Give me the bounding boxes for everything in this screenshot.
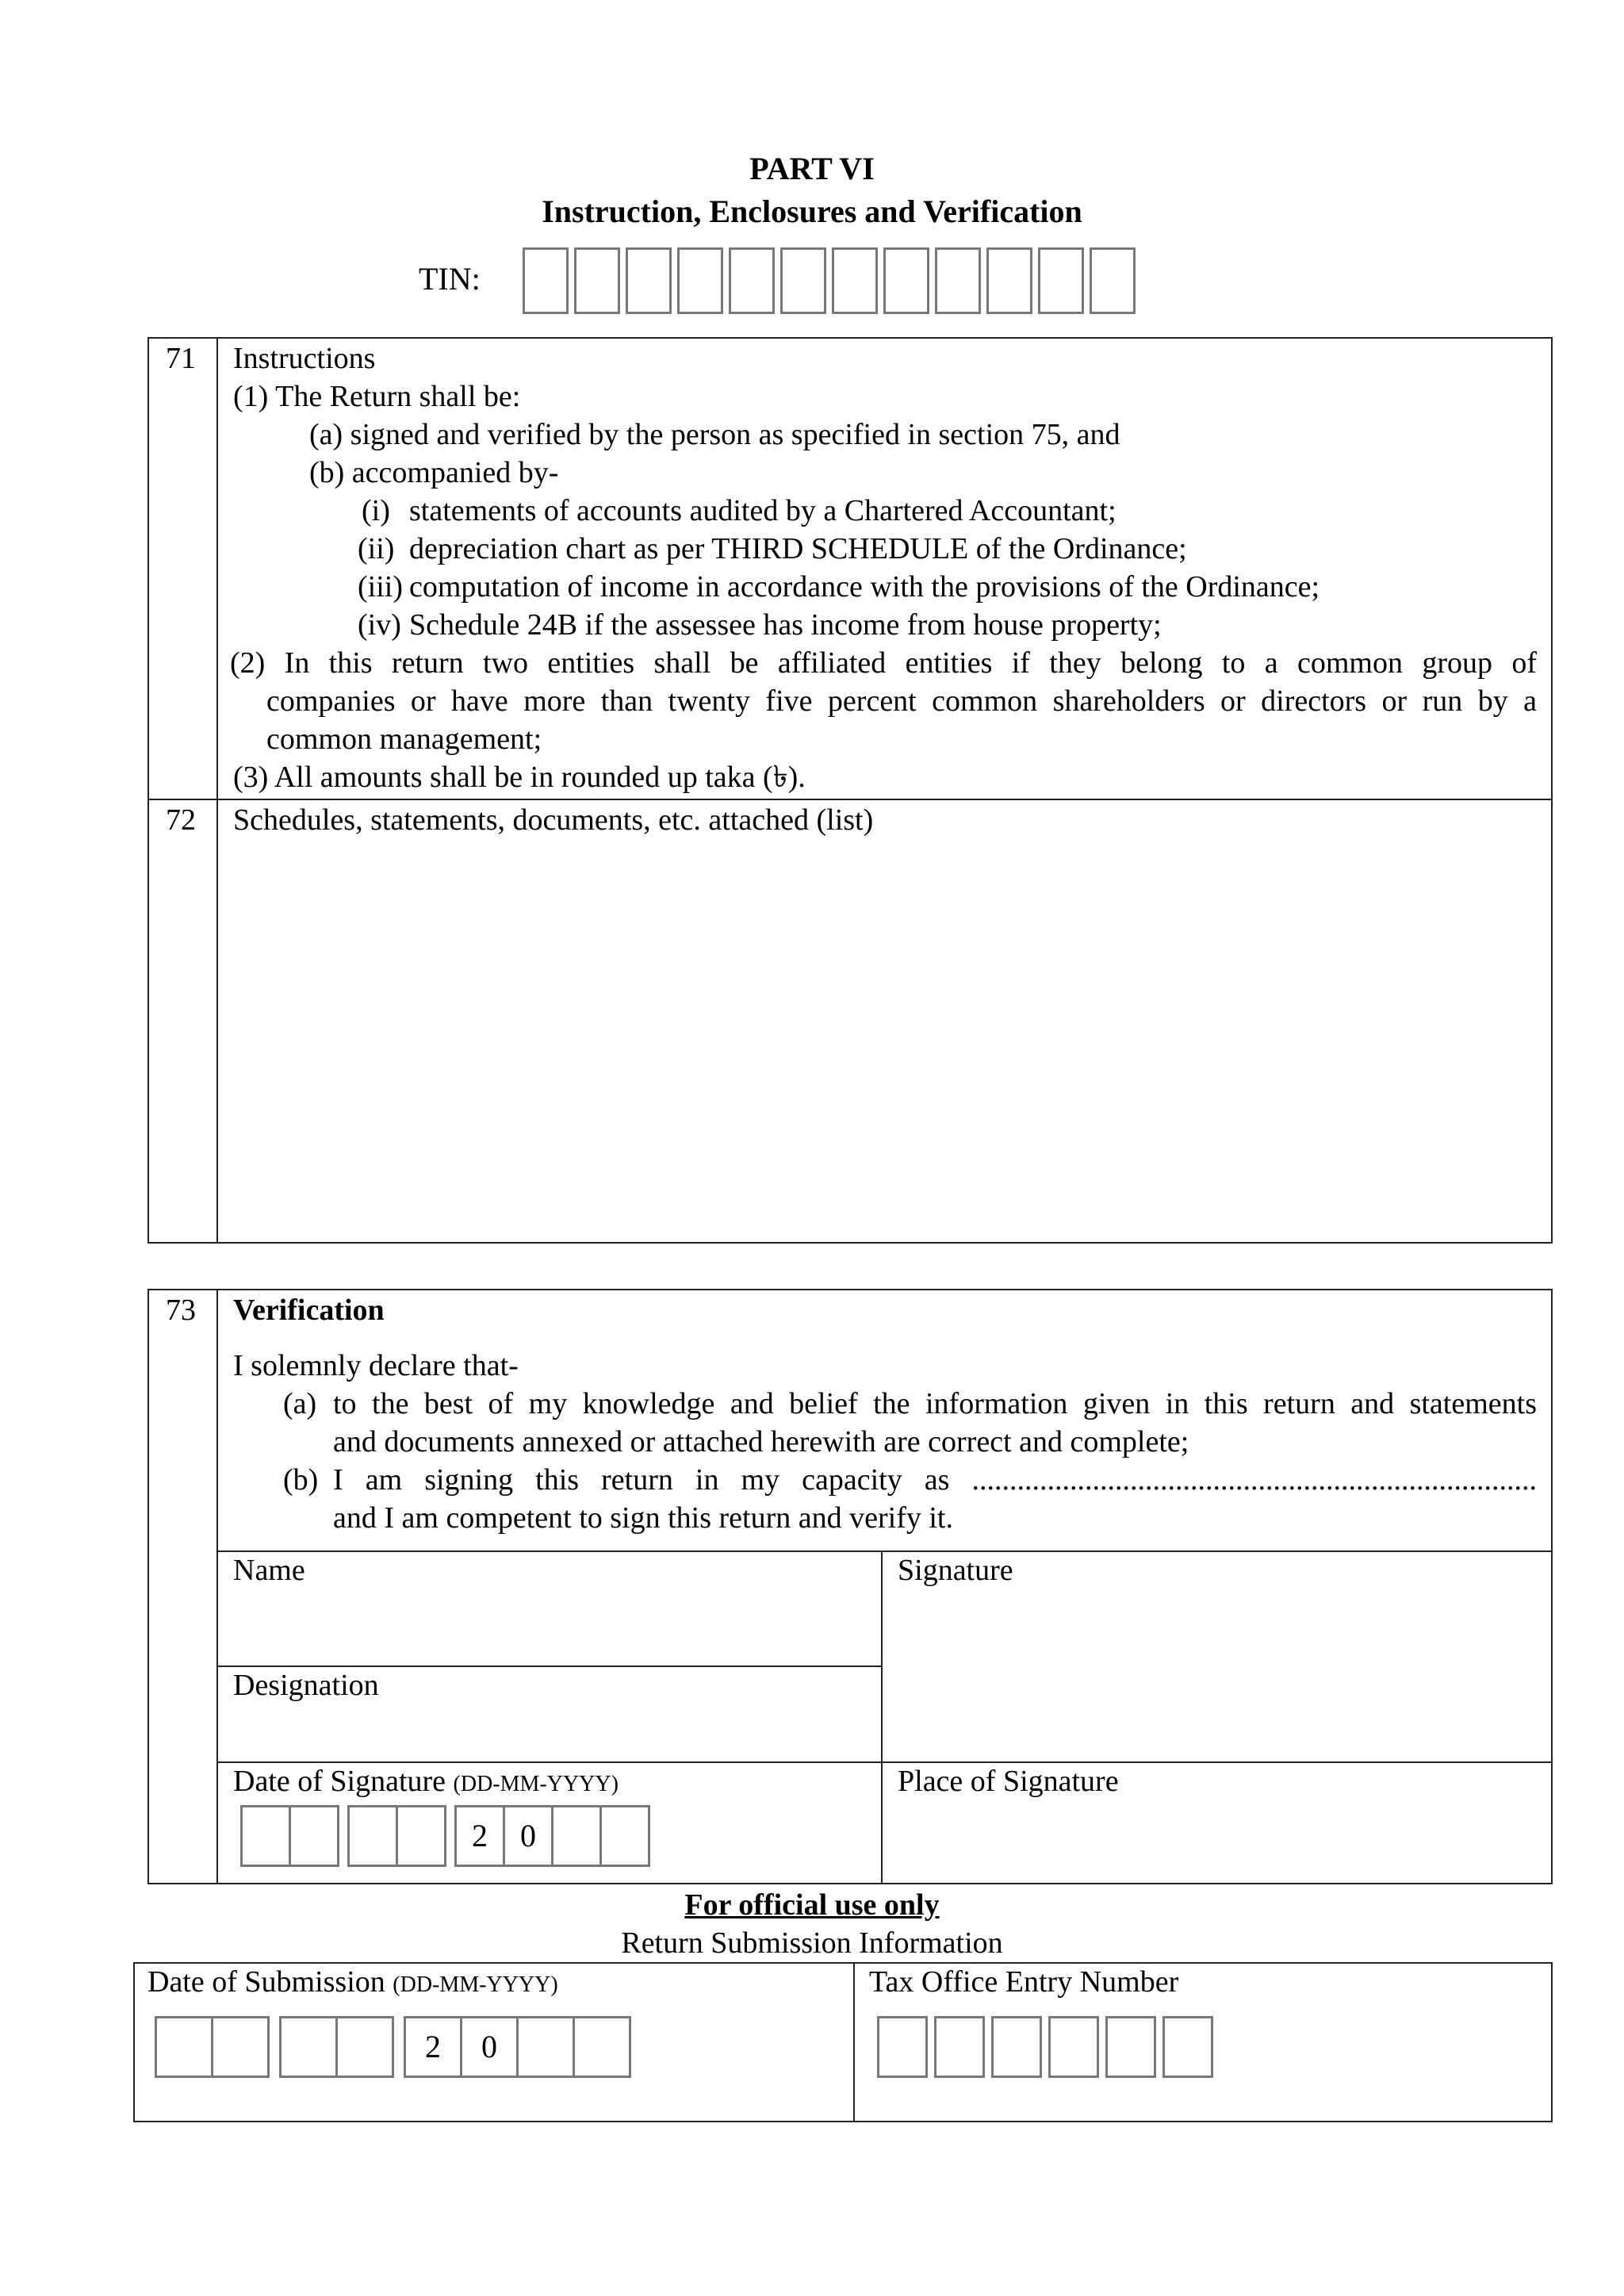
entry-digit-box[interactable] bbox=[934, 2016, 985, 2078]
instruction-1a: (a) signed and verified by the person as specified in section 75, and bbox=[309, 418, 1120, 451]
instruction-1: (1) The Return shall be: bbox=[233, 380, 521, 413]
declaration-intro: I solemnly declare that- bbox=[233, 1349, 519, 1382]
declaration-a: to the best of my knowledge and belief the information given in this return and statements bbox=[333, 1387, 1537, 1420]
tin-digit-box[interactable] bbox=[729, 247, 775, 314]
instruction-2: (2) In this return two entities shall be affiliated entities if they belong to a common group of bbox=[230, 646, 1537, 680]
name-field[interactable] bbox=[219, 1589, 877, 1662]
submission-digit-box[interactable] bbox=[279, 2016, 338, 2078]
date-digit-box[interactable] bbox=[240, 1805, 291, 1867]
date-of-signature-text: Date of Signature bbox=[233, 1765, 446, 1798]
item-number-71: 71 bbox=[166, 342, 196, 375]
entry-digit-box[interactable] bbox=[1048, 2016, 1099, 2078]
declaration-b-number: (b) bbox=[283, 1463, 319, 1497]
date-digit-box[interactable] bbox=[396, 1805, 446, 1867]
tin-digit-box[interactable] bbox=[1038, 247, 1084, 314]
instruction-1b-ii-number: (ii) bbox=[358, 532, 395, 565]
date-of-signature-boxes[interactable] bbox=[240, 1805, 650, 1867]
table-divider bbox=[881, 1550, 883, 1884]
instruction-1b: (b) accompanied by- bbox=[309, 456, 559, 489]
entry-digit-box[interactable] bbox=[1162, 2016, 1213, 2078]
attachments-list-area[interactable] bbox=[219, 841, 1551, 1241]
tin-digit-box[interactable] bbox=[677, 247, 723, 314]
verification-heading: Verification bbox=[233, 1294, 385, 1327]
designation-field[interactable] bbox=[219, 1705, 877, 1759]
page-title: Instruction, Enclosures and Verification bbox=[542, 194, 1082, 229]
date-digit-box[interactable] bbox=[599, 1805, 650, 1867]
date-of-submission-boxes[interactable] bbox=[155, 2016, 631, 2078]
tin-digit-box[interactable] bbox=[986, 247, 1032, 314]
submission-digit-box[interactable] bbox=[516, 2016, 575, 2078]
entry-digit-box[interactable] bbox=[1105, 2016, 1156, 2078]
tin-digit-box[interactable] bbox=[574, 247, 620, 314]
date-digit-box[interactable] bbox=[551, 1805, 602, 1867]
submission-digit-box[interactable]: 2 bbox=[404, 2016, 462, 2078]
attachments-label: Schedules, statements, documents, etc. attached (list) bbox=[233, 803, 874, 837]
part-title: PART VI bbox=[749, 151, 875, 186]
tin-digit-box[interactable] bbox=[832, 247, 878, 314]
tin-digit-box[interactable] bbox=[935, 247, 981, 314]
table-divider bbox=[853, 1962, 855, 2122]
tin-digit-box[interactable] bbox=[626, 247, 672, 314]
entry-digit-box[interactable] bbox=[991, 2016, 1042, 2078]
name-label: Name bbox=[233, 1554, 305, 1587]
submission-digit-box[interactable] bbox=[335, 2016, 394, 2078]
instruction-2-end: common management; bbox=[266, 723, 542, 756]
declaration-a-number: (a) bbox=[283, 1387, 317, 1420]
declaration-b: I am signing this return in my capacity as ........................................................................... bbox=[333, 1463, 1537, 1497]
table-divider bbox=[216, 1550, 1553, 1552]
signature-field[interactable] bbox=[883, 1589, 1549, 1759]
date-of-submission-label bbox=[147, 1963, 558, 2004]
tin-digit-box[interactable] bbox=[1090, 247, 1136, 314]
instruction-1b-ii: depreciation chart as per THIRD SCHEDULE of the Ordinance; bbox=[409, 532, 1187, 565]
designation-label: Designation bbox=[233, 1669, 379, 1702]
tax-office-entry-label: Tax Office Entry Number bbox=[869, 1965, 1179, 1999]
date-of-submission-text: Date of Submission bbox=[147, 1965, 385, 1999]
instruction-2-continued: companies or have more than twenty five percent common shareholders or directors or run by a bbox=[266, 684, 1537, 718]
declaration-a-continued: and documents annexed or attached herewith are correct and complete; bbox=[333, 1425, 1189, 1458]
instruction-1b-i: statements of accounts audited by a Chartered Accountant; bbox=[409, 494, 1116, 527]
tin-input-boxes[interactable] bbox=[523, 247, 1136, 314]
submission-digit-box[interactable] bbox=[155, 2016, 213, 2078]
date-of-signature-label bbox=[233, 1762, 619, 1803]
instruction-1b-i-number: (i) bbox=[362, 494, 390, 527]
submission-digit-box[interactable]: 0 bbox=[460, 2016, 519, 2078]
submission-digit-box[interactable] bbox=[211, 2016, 270, 2078]
signature-label: Signature bbox=[898, 1554, 1013, 1587]
submission-info-heading: Return Submission Information bbox=[621, 1926, 1003, 1960]
date-digit-box[interactable]: 0 bbox=[503, 1805, 553, 1867]
instruction-1b-iv-number: (iv) bbox=[358, 608, 401, 642]
official-use-heading: For official use only bbox=[684, 1888, 940, 1922]
instruction-1b-iii-number: (iii) bbox=[358, 570, 403, 604]
tin-digit-box[interactable] bbox=[780, 247, 826, 314]
instruction-1b-iv: Schedule 24B if the assessee has income from house property; bbox=[409, 608, 1162, 642]
tin-digit-box[interactable] bbox=[883, 247, 929, 314]
instruction-3: (3) All amounts shall be in rounded up taka (৳). bbox=[233, 761, 806, 794]
entry-digit-box[interactable] bbox=[877, 2016, 928, 2078]
table-divider bbox=[216, 337, 218, 1244]
date-digit-box[interactable]: 2 bbox=[454, 1805, 505, 1867]
submission-date-format-hint: (DD-MM-YYYY) bbox=[393, 1972, 558, 1997]
tax-office-entry-boxes[interactable] bbox=[877, 2016, 1213, 2078]
item-number-73: 73 bbox=[166, 1294, 196, 1327]
date-digit-box[interactable] bbox=[347, 1805, 398, 1867]
tin-label: TIN: bbox=[419, 261, 481, 297]
table-divider bbox=[147, 799, 1553, 800]
place-of-signature-field[interactable] bbox=[883, 1802, 1549, 1881]
table-divider bbox=[216, 1289, 218, 1884]
submission-digit-box[interactable] bbox=[573, 2016, 631, 2078]
instructions-heading: Instructions bbox=[233, 342, 376, 375]
instruction-1b-iii: computation of income in accordance with the provisions of the Ordinance; bbox=[409, 570, 1320, 604]
date-digit-box[interactable] bbox=[289, 1805, 339, 1867]
item-number-72: 72 bbox=[166, 803, 196, 837]
declaration-b-continued: and I am competent to sign this return and verify it. bbox=[333, 1501, 953, 1535]
place-of-signature-label: Place of Signature bbox=[898, 1765, 1119, 1798]
tin-digit-box[interactable] bbox=[523, 247, 569, 314]
date-format-hint: (DD-MM-YYYY) bbox=[453, 1772, 619, 1796]
